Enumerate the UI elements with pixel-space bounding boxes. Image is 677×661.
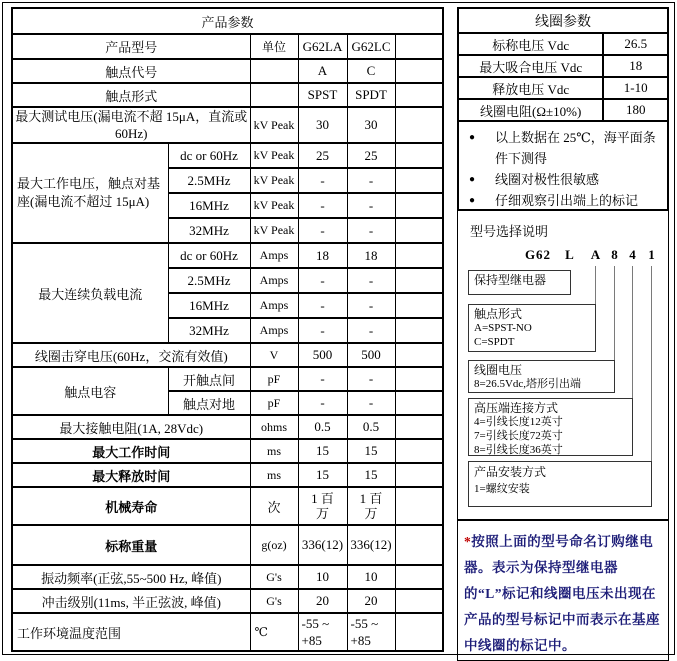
cell-empty <box>395 439 443 463</box>
cell-label: 线圈击穿电压(60Hz，交流有效值) <box>12 343 250 367</box>
table-row <box>12 463 443 487</box>
product-parameters-table <box>11 7 444 652</box>
label-box-line: 8=26.5Vdc,塔形引出端 <box>474 378 582 390</box>
cell-empty <box>395 589 443 613</box>
table-row <box>12 589 443 613</box>
cell-value: - <box>298 367 347 391</box>
cell-empty <box>395 168 443 193</box>
cell-value: 180 <box>603 99 668 121</box>
note-item <box>465 127 663 169</box>
coil-notes <box>457 122 669 211</box>
cell-value: 500 <box>298 343 347 367</box>
cell-group-label: 最大工作电压，触点对基座(漏电流不超过 15μA) <box>12 143 168 243</box>
cell-unit: kV Peak <box>250 143 298 168</box>
table-row <box>12 487 443 525</box>
cell-label: 线圈电阻(Ω±10%) <box>458 99 603 121</box>
cell-label: 标称重量 <box>12 525 250 565</box>
cell-label: 最大释放时间 <box>12 463 250 487</box>
table-header-row <box>12 8 443 34</box>
bullet-icon: ● <box>469 174 476 185</box>
label-box-line: 保持型继电器 <box>474 273 547 287</box>
cell-value: -55 ~ +85 <box>298 613 347 651</box>
footnote <box>457 520 669 661</box>
label-box <box>468 461 652 507</box>
cell-value: 1-10 <box>603 77 668 99</box>
cell-empty <box>395 565 443 589</box>
cell-unit: ℃ <box>250 613 298 651</box>
cell-empty <box>395 613 443 651</box>
cell-sub-label: 16MHz <box>168 193 250 218</box>
section-title: 型号选择说明 <box>470 224 549 239</box>
label-box <box>468 270 571 295</box>
cell-label: 标称电压 Vdc <box>458 33 603 55</box>
cell-value: 0.5 <box>347 415 395 439</box>
connector-line <box>651 266 652 461</box>
table-row <box>12 343 443 367</box>
table-row <box>12 367 443 391</box>
cell-value: 15 <box>298 439 347 463</box>
cell-empty <box>395 391 443 415</box>
cell-label: 最大工作时间 <box>12 439 250 463</box>
cell-unit: G's <box>250 589 298 613</box>
note-item <box>465 190 663 211</box>
label-box-line: 线圈电压 <box>474 363 523 377</box>
cell-value: - <box>347 193 395 218</box>
label-box-line: 4=引线长度12英寸 <box>474 416 563 428</box>
cell-value: 15 <box>298 463 347 487</box>
connector-line <box>595 266 596 304</box>
cell-value: - <box>347 293 395 318</box>
cell-unit: G's <box>250 565 298 589</box>
cell-unit: Amps <box>250 243 298 268</box>
cell-label: 冲击级别(11ms, 半正弦波, 峰值) <box>12 589 250 613</box>
cell-unit: 次 <box>250 487 298 525</box>
table-row <box>12 565 443 589</box>
model-code-part: 4 <box>629 247 637 262</box>
model-code-part: A <box>590 247 602 262</box>
cell-value: - <box>298 318 347 343</box>
cell-empty <box>395 193 443 218</box>
cell-empty <box>395 83 443 107</box>
model-code-part: 1 <box>648 247 656 262</box>
cell-empty <box>395 218 443 243</box>
cell-unit: Amps <box>250 268 298 293</box>
cell-empty <box>395 34 443 59</box>
cell-value: 20 <box>347 589 395 613</box>
model-code-part: L <box>565 247 575 262</box>
cell-sub-label: 开触点间 <box>168 367 250 391</box>
cell-empty <box>395 143 443 168</box>
cell-value: 30 <box>347 107 395 143</box>
cell-value: 20 <box>298 589 347 613</box>
cell-value: 1 百万 <box>298 487 347 525</box>
cell-sub-label: dc or 60Hz <box>168 143 250 168</box>
label-box-line: 产品安装方式 <box>474 465 547 479</box>
cell-unit: Amps <box>250 293 298 318</box>
cell-label: 触点形式 <box>12 83 250 107</box>
table-row <box>12 59 443 83</box>
cell-value: 336(12) <box>298 525 347 565</box>
cell-sub-label: dc or 60Hz <box>168 243 250 268</box>
table-row <box>12 83 443 107</box>
cell-empty <box>395 463 443 487</box>
cell-unit: ohms <box>250 415 298 439</box>
cell-value: 18 <box>603 55 668 77</box>
label-box-line: 高压端连接方式 <box>474 401 559 415</box>
label-box-line: 8=引线长度36英寸 <box>474 444 563 456</box>
cell-unit: V <box>250 343 298 367</box>
cell-value: 500 <box>347 343 395 367</box>
table-row <box>458 77 668 99</box>
cell-value: 25 <box>298 143 347 168</box>
cell-unit: kV Peak <box>250 168 298 193</box>
connector-line <box>632 266 633 398</box>
cell-value: 25 <box>347 143 395 168</box>
table-row <box>458 99 668 121</box>
cell-sub-label: 2.5MHz <box>168 268 250 293</box>
cell-value: SPST <box>298 83 347 107</box>
cell-value: - <box>298 391 347 415</box>
cell-label: 最大测试电压(漏电流不超 15μA，直流或 60Hz) <box>12 107 250 143</box>
cell-empty <box>395 415 443 439</box>
cell-value: -55 ~ +85 <box>347 613 395 651</box>
model-code-part: 8 <box>611 247 619 262</box>
table-row <box>12 415 443 439</box>
cell-empty <box>395 367 443 391</box>
footnote-body: 按照上面的型号命名订购继电器。表示为保持型继电器的“L”标记和线圈电压未出现在产品的型号标记中而表示在基座中线圈的标记中。 <box>464 534 660 653</box>
table-row <box>12 243 443 268</box>
cell-empty <box>395 243 443 268</box>
cell-value: - <box>347 168 395 193</box>
cell-unit: ms <box>250 463 298 487</box>
cell-value: - <box>298 268 347 293</box>
cell-unit: 单位 <box>250 34 298 59</box>
cell-value: G62LA <box>298 34 347 59</box>
cell-label: 产品型号 <box>12 34 250 59</box>
table-row <box>12 107 443 143</box>
cell-empty <box>395 107 443 143</box>
cell-label: 触点代号 <box>12 59 250 83</box>
note-item <box>465 169 663 190</box>
note-text: 线圈对极性很敏感 <box>495 172 600 187</box>
bullet-icon: ● <box>469 132 476 143</box>
cell-value: 1 百万 <box>347 487 395 525</box>
cell-value: 0.5 <box>298 415 347 439</box>
cell-value: - <box>298 218 347 243</box>
cell-value: - <box>347 367 395 391</box>
cell-unit: pF <box>250 367 298 391</box>
table-row <box>12 439 443 463</box>
cell-empty <box>395 293 443 318</box>
cell-unit <box>250 59 298 83</box>
label-box <box>468 398 633 456</box>
connector-line <box>614 266 615 360</box>
cell-value: - <box>347 391 395 415</box>
cell-empty <box>395 268 443 293</box>
product-table-title: 产品参数 <box>12 8 443 34</box>
cell-sub-label: 32MHz <box>168 318 250 343</box>
table-header-row <box>458 8 668 33</box>
label-box-line: C=SPDT <box>474 336 515 348</box>
cell-group-label: 最大连续负载电流 <box>12 243 168 343</box>
cell-unit <box>250 83 298 107</box>
cell-unit: kV Peak <box>250 193 298 218</box>
cell-value: G62LC <box>347 34 395 59</box>
cell-label: 最大吸合电压 Vdc <box>458 55 603 77</box>
table-row <box>458 55 668 77</box>
coil-parameters-table <box>457 7 669 122</box>
cell-empty <box>395 318 443 343</box>
cell-value: - <box>298 168 347 193</box>
cell-unit: kV Peak <box>250 107 298 143</box>
cell-value: SPDT <box>347 83 395 107</box>
cell-group-label: 触点电容 <box>12 367 168 415</box>
cell-empty <box>395 487 443 525</box>
cell-value: 18 <box>347 243 395 268</box>
cell-empty <box>395 59 443 83</box>
cell-value: 15 <box>347 439 395 463</box>
note-text: 仔细观察引出端上的标记 <box>495 193 639 208</box>
cell-value: 10 <box>298 565 347 589</box>
cell-value: 336(12) <box>347 525 395 565</box>
cell-label: 工作环境温度范围 <box>12 613 250 651</box>
cell-sub-label: 2.5MHz <box>168 168 250 193</box>
cell-value: 15 <box>347 463 395 487</box>
table-row <box>12 525 443 565</box>
cell-value: - <box>298 293 347 318</box>
label-box <box>468 304 596 352</box>
cell-value: - <box>347 318 395 343</box>
model-selection-section <box>457 211 669 520</box>
label-box-line: 7=引线长度72英寸 <box>474 430 563 442</box>
model-code-part: G62 <box>524 247 552 262</box>
cell-value: 30 <box>298 107 347 143</box>
cell-unit: pF <box>250 391 298 415</box>
cell-unit: Amps <box>250 318 298 343</box>
cell-value: 26.5 <box>603 33 668 55</box>
footnote-marker: * <box>464 534 472 549</box>
cell-value: 10 <box>347 565 395 589</box>
cell-empty <box>395 525 443 565</box>
cell-empty <box>395 343 443 367</box>
cell-label: 最大接触电阻(1A, 28Vdc) <box>12 415 250 439</box>
cell-value: - <box>347 218 395 243</box>
label-box-line: A=SPST-NO <box>474 322 532 334</box>
cell-sub-label: 32MHz <box>168 218 250 243</box>
table-row <box>12 34 443 59</box>
label-box <box>468 360 615 393</box>
cell-sub-label: 16MHz <box>168 293 250 318</box>
cell-unit: kV Peak <box>250 218 298 243</box>
label-box-line: 触点形式 <box>474 307 523 321</box>
cell-unit: ms <box>250 439 298 463</box>
cell-label: 释放电压 Vdc <box>458 77 603 99</box>
right-panel <box>457 7 669 661</box>
footnote-text <box>464 529 662 659</box>
cell-value: - <box>298 193 347 218</box>
table-row <box>12 613 443 651</box>
cell-unit: g(oz) <box>250 525 298 565</box>
bullet-icon: ● <box>469 195 476 206</box>
cell-label: 机械寿命 <box>12 487 250 525</box>
cell-value: C <box>347 59 395 83</box>
cell-value: - <box>347 268 395 293</box>
note-text: 以上数据在 25℃，海平面条件下测得 <box>495 130 656 166</box>
cell-label: 振动频率(正弦,55~500 Hz, 峰值) <box>12 565 250 589</box>
coil-table-title: 线圈参数 <box>458 8 668 33</box>
label-box-line: 1=螺纹安装 <box>474 483 530 495</box>
table-row <box>12 143 443 168</box>
cell-value: A <box>298 59 347 83</box>
table-row <box>458 33 668 55</box>
cell-sub-label: 触点对地 <box>168 391 250 415</box>
cell-value: 18 <box>298 243 347 268</box>
